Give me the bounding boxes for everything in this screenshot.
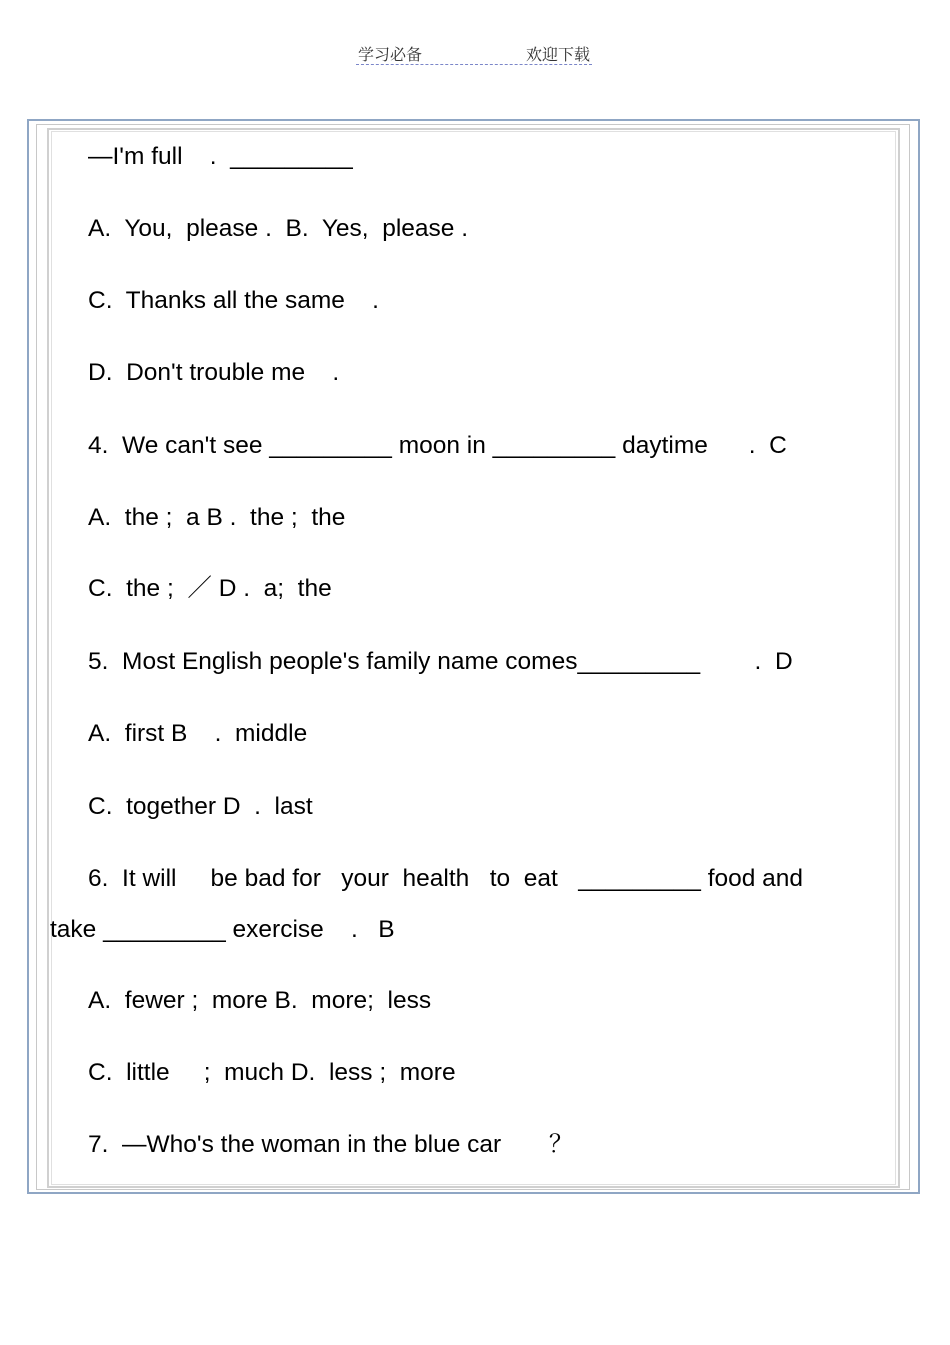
option-line: C. Thanks all the same . xyxy=(88,287,379,314)
option-line: C. the ; ／ D . a; the xyxy=(88,575,332,602)
question-line: 5. Most English people's family name comes_________ . D xyxy=(88,648,793,675)
option-line: C. little ; much D. less ; more xyxy=(88,1059,456,1086)
option-line: A. fewer ; more B. more; less xyxy=(88,987,432,1014)
option-line: A. first B . middle xyxy=(88,720,308,747)
option-line: C. together D . last xyxy=(88,793,313,820)
option-line: D. Don't trouble me . xyxy=(88,359,340,386)
question-line: 6. It will be bad for your health to eat _________ food and xyxy=(88,865,804,892)
question-line-continued: take _________ exercise . B xyxy=(50,916,395,943)
header-right-text: 欢迎下载 xyxy=(525,45,590,64)
option-line: A. You, please . B. Yes, please . xyxy=(88,215,469,242)
question-line: 4. We can't see _________ moon in _________ daytime . C xyxy=(88,432,787,459)
option-line: A. the ; a B . the ; the xyxy=(88,504,346,531)
page-header xyxy=(356,40,592,65)
header-left-text: 学习必备 xyxy=(358,45,423,64)
question-line: 7. —Who's the woman in the blue car ？ xyxy=(88,1131,574,1158)
dialog-response-line: —I'm full . _________ xyxy=(88,143,353,170)
